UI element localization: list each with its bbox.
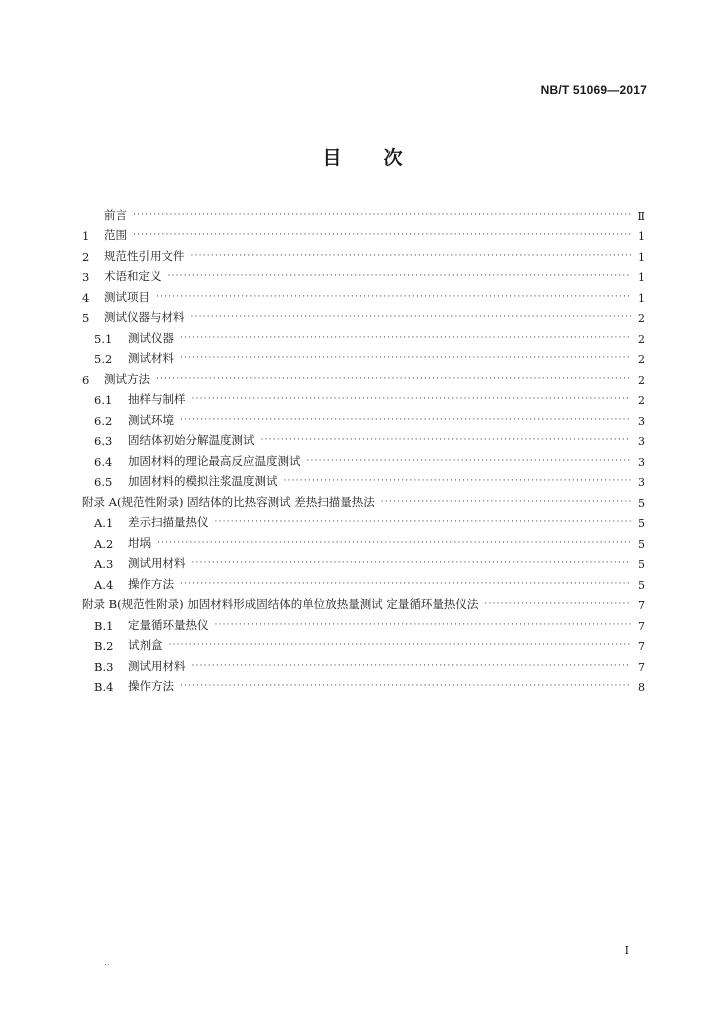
toc-number: 3 xyxy=(82,270,90,284)
leader-dots xyxy=(180,579,631,589)
toc-number: A.3 xyxy=(94,557,114,571)
toc-row[interactable] xyxy=(82,551,645,572)
toc-number: 5.1 xyxy=(94,331,113,346)
toc-row[interactable] xyxy=(82,284,645,305)
leader-dots xyxy=(133,230,631,240)
leader-dots xyxy=(192,661,632,671)
toc-title: 测试项目 xyxy=(104,289,150,304)
toc-page: 3 xyxy=(638,476,645,489)
toc-number: A.1 xyxy=(94,516,114,530)
toc-title: 规范性引用文件 xyxy=(104,248,185,263)
toc-page: 7 xyxy=(638,660,645,674)
toc-number: 6 xyxy=(82,372,90,387)
leader-dots xyxy=(169,640,632,650)
toc-row[interactable] xyxy=(82,571,645,592)
toc-row[interactable] xyxy=(82,653,645,674)
toc-row[interactable] xyxy=(82,510,645,531)
toc-number: 5.2 xyxy=(94,352,113,366)
leader-dots xyxy=(484,599,631,609)
toc-number: A.4 xyxy=(94,577,114,592)
toc-row[interactable] xyxy=(82,243,645,264)
toc-heading-char-1: 目 xyxy=(322,147,342,169)
toc-page: 7 xyxy=(638,599,645,612)
toc-row[interactable] xyxy=(82,387,645,408)
leader-dots xyxy=(215,620,632,630)
scan-specks: .. xyxy=(104,958,110,968)
toc-page: 2 xyxy=(638,353,645,366)
toc-title: 测试用材料 xyxy=(128,556,186,570)
leader-dots xyxy=(180,415,631,425)
toc-page: 5 xyxy=(638,537,645,551)
toc-number: 5 xyxy=(82,311,90,325)
leader-dots xyxy=(381,497,631,507)
toc-page: 3 xyxy=(638,414,645,428)
leader-dots xyxy=(180,353,631,363)
leader-dots xyxy=(192,394,632,404)
toc-page: 3 xyxy=(638,435,645,448)
toc-number: 6.2 xyxy=(94,413,113,428)
toc-page: 5 xyxy=(638,517,645,530)
toc-row[interactable] xyxy=(82,346,645,367)
toc-page: 7 xyxy=(638,640,645,653)
toc-page: 8 xyxy=(638,681,645,694)
toc-row[interactable] xyxy=(82,592,645,613)
toc-title: 操作方法 xyxy=(128,679,174,693)
leader-dots xyxy=(215,517,632,527)
toc-page: 5 xyxy=(638,578,645,592)
leader-dots xyxy=(191,312,632,322)
toc-row[interactable] xyxy=(82,448,645,469)
toc-title: 操作方法 xyxy=(128,576,174,591)
toc-row[interactable] xyxy=(82,530,645,551)
toc-title: 试剂盒 xyxy=(128,638,163,652)
toc-row[interactable] xyxy=(82,305,645,326)
toc-title: 附录 B(规范性附录) 加固材料形成固结体的单位放热量测试 定量循环量热仪法 xyxy=(82,597,479,611)
toc-row[interactable] xyxy=(82,407,645,428)
toc-title: 差示扫描量热仪 xyxy=(128,515,209,529)
toc-row[interactable] xyxy=(82,264,645,285)
toc-page: Ⅱ xyxy=(637,209,645,223)
leader-dots xyxy=(180,681,631,691)
table-of-contents xyxy=(82,202,645,694)
toc-number: 4 xyxy=(82,290,90,305)
leader-dots xyxy=(180,333,631,343)
standard-code: NB/T 51069—2017 xyxy=(540,83,647,97)
toc-title: 定量循环量热仪 xyxy=(128,617,209,632)
toc-page: 1 xyxy=(638,230,645,243)
toc-title: 测试材料 xyxy=(128,351,174,365)
leader-dots xyxy=(191,251,632,261)
toc-page: 2 xyxy=(638,373,645,387)
toc-row[interactable] xyxy=(82,633,645,654)
toc-number: B.2 xyxy=(94,639,114,653)
leader-dots xyxy=(284,476,632,486)
toc-page: 7 xyxy=(638,619,645,633)
toc-number: 6.3 xyxy=(94,434,113,448)
toc-row[interactable] xyxy=(82,489,645,510)
toc-title: 测试仪器与材料 xyxy=(104,310,185,324)
toc-page: 5 xyxy=(638,558,645,571)
toc-number: B.1 xyxy=(94,618,114,633)
toc-page: 1 xyxy=(638,291,645,305)
toc-title: 测试用材料 xyxy=(128,658,186,673)
toc-number: 2 xyxy=(82,249,90,264)
toc-title: 测试环境 xyxy=(128,412,174,427)
toc-heading-char-2: 次 xyxy=(383,147,403,169)
leader-dots xyxy=(261,435,632,445)
toc-number: B.3 xyxy=(94,659,114,674)
toc-title: 坩埚 xyxy=(128,535,151,550)
toc-number: 6.1 xyxy=(94,393,113,407)
toc-number: B.4 xyxy=(94,680,114,694)
toc-title: 测试仪器 xyxy=(128,330,174,345)
toc-heading xyxy=(0,143,725,170)
toc-row[interactable] xyxy=(82,612,645,633)
toc-page: 3 xyxy=(638,455,645,469)
page-number: I xyxy=(624,944,629,957)
leader-dots xyxy=(192,558,632,568)
toc-title: 前言 xyxy=(104,207,127,222)
toc-number: 6.4 xyxy=(94,454,113,469)
toc-row[interactable] xyxy=(82,202,645,223)
toc-page: 2 xyxy=(638,394,645,407)
toc-row[interactable] xyxy=(82,469,645,490)
toc-page: 5 xyxy=(638,496,645,510)
toc-row[interactable] xyxy=(82,223,645,244)
toc-number: A.2 xyxy=(94,536,114,551)
toc-row[interactable] xyxy=(82,428,645,449)
toc-page: 2 xyxy=(638,312,645,325)
leader-dots xyxy=(156,374,631,384)
toc-title: 加固材料的模拟注浆温度测试 xyxy=(128,474,278,488)
toc-title: 测试方法 xyxy=(104,371,150,386)
toc-row[interactable] xyxy=(82,674,645,695)
toc-title: 术语和定义 xyxy=(104,269,162,283)
toc-title: 附录 A(规范性附录) 固结体的比热容测试 差热扫描量热法 xyxy=(82,494,375,509)
leader-dots xyxy=(156,292,631,302)
toc-number: 1 xyxy=(82,229,90,243)
toc-page: 1 xyxy=(638,250,645,264)
toc-page: 1 xyxy=(638,271,645,284)
leader-dots xyxy=(133,210,631,220)
toc-title: 加固材料的理论最高反应温度测试 xyxy=(128,453,301,468)
leader-dots xyxy=(157,538,631,548)
toc-number: 6.5 xyxy=(94,475,113,489)
toc-row[interactable] xyxy=(82,366,645,387)
toc-title: 固结体初始分解温度测试 xyxy=(128,433,255,447)
toc-page: 2 xyxy=(638,332,645,346)
toc-title: 范围 xyxy=(104,228,127,242)
leader-dots xyxy=(307,456,632,466)
toc-row[interactable] xyxy=(82,325,645,346)
leader-dots xyxy=(168,271,632,281)
toc-title: 抽样与制样 xyxy=(128,392,186,406)
